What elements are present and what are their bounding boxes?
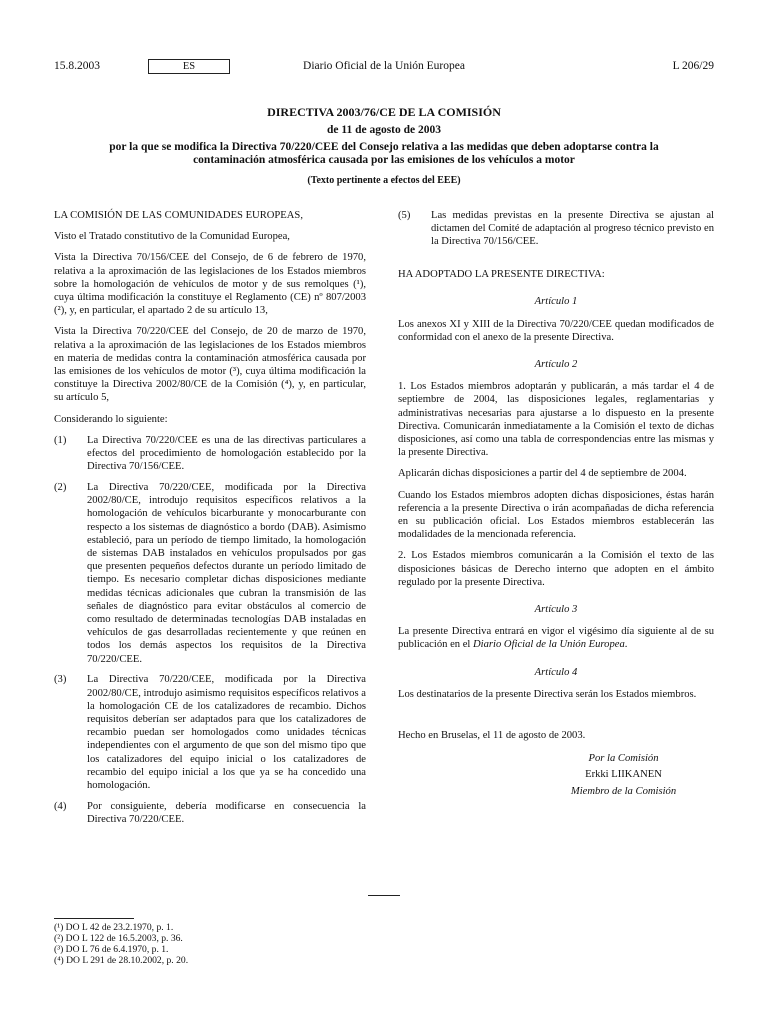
footnotes [54, 922, 188, 966]
article-4-heading: Artículo 4 [534, 666, 578, 678]
left-column [54, 209, 366, 834]
considering-heading: Considerando lo siguiente: [54, 413, 168, 425]
article-2-paragraph-4: 2. Los Estados miembros comunicarán a la Comisión el texto de las disposiciones básicas de Derecho interno que adopten en el ámbito regulado por la presente Directiva. [398, 550, 714, 588]
recital-number: (1) [54, 434, 67, 446]
recital-number: (4) [54, 800, 67, 812]
recital-number: (5) [398, 210, 411, 221]
article-1-heading: Artículo 1 [534, 296, 578, 308]
article-3-heading: Artículo 3 [534, 603, 578, 615]
recital-text: La Directiva 70/220/CEE, modificada por la Directiva 2002/80/CE, introdujo requisitos específicos relativos a la homologación de vehículos bicarburante y monocarburante con respecto a los sistemas de diagnóstico a bordo (DAB). Asimismo estableció, para un período de tiempo limitado, la homologación de sistemas DAB instalados en vehículos propulsados por gas que presenten pequeños defectos durante un período limitado de tiempo. Es necesario completar dichas disposiciones mediante medidas técnicas adicionales que cubran la transmisión de las señales de diagnóstico para evitar obstáculos al comercio de como resultado de determinadas tecnologías DAB instaladas en vehículos de gas desarrolladas recientemente y que reúnen en todos los demás aspectos los requisitos de la Directiva 70/220/CEE. [87, 481, 366, 665]
footnote: (³) DO L 76 de 6.4.1970, p. 1. [54, 944, 169, 955]
language-code-box: ES [148, 59, 230, 74]
directive-title: DIRECTIVA 2003/76/CE DE LA COMISIÓN [267, 105, 501, 119]
article-3-text-start: La presente Directiva entrará en vigor el vigésimo día siguiente al de su publicación en el [398, 626, 714, 651]
recital-visto-directive-70-220: Vista la Directiva 70/220/CEE del Consejo, de 20 de marzo de 1970, relativa a la aproximación de las legislaciones de los Estados miembros en materia de medidas contra la contaminación atmosférica causada por las emisiones de los vehículos de motor (³), cuya última modificación la constituye la Directiva 2002/80/CE de la Comisión (⁴), y, en particular, su artículo 5, [54, 326, 366, 404]
article-1-text: Los anexos XI y XIII de la Directiva 70/220/CEE quedan modificados de conformidad con el anexo de la presente Directiva. [398, 318, 714, 343]
article-2-paragraph-1: 1. Los Estados miembros adoptarán y publicarán, a más tardar el 4 de septiembre de 2004, las disposiciones legales, reglamentarias y administrativas necesarias para ajustarse a lo dispuesto en la presente Directiva. Comunicarán inmediatamente a la Comisión el texto de dichas disposiciones, así como una tabla de correspondencias entre las mismas y la presente Directiva. [398, 381, 714, 459]
article-2-paragraph-3: Cuando los Estados miembros adopten dichas disposiciones, éstas harán referencia a la presente Directiva o irán acompañadas de dicha referencia en su publicación oficial. Los Estados miembros establecerán las modalidades de la mencionada referencia. [398, 489, 714, 541]
recital-item [398, 209, 714, 249]
directive-subject: por la que se modifica la Directiva 70/220/CEE del Consejo relativa a las medidas que deben adoptarse contra la contaminación atmosférica causada por las emisiones de los vehículos a motor [109, 141, 659, 166]
recital-visto-treaty: Visto el Tratado constitutivo de la Comunidad Europea, [54, 231, 290, 243]
recital-visto-directive-70-156: Vista la Directiva 70/156/CEE del Consejo, de 6 de febrero de 1970, relativa a la aproximación de las legislaciones de los Estados miembros sobre la homologación de vehículos de motor y de sus remolques (¹), cuya última modificación la constituye el Reglamento (CE) nº 807/2003 (²), y, en particular, el apartado 2 de su artículo 13, [54, 252, 366, 317]
issuer-intro: LA COMISIÓN DE LAS COMUNIDADES EUROPEAS, [54, 210, 303, 221]
recital-text: La Directiva 70/220/CEE, modificada por la Directiva 2002/80/CE, introdujo asimismo requisitos específicos relativos a la homologación CE de los catalizadores de recambio. Dichos requisitos deberían ser adaptados para que los catalizadores de recambio puedan ser homologados como unidades técnicas independientes con el argumento de que son del mismo tipo que los catalizadores del equipo inicial o los catalizadores de recambio del equipo inicial a los que ya se ha concedido una homologación. [87, 674, 366, 791]
recital-number: (3) [54, 674, 67, 686]
eea-relevance-note: (Texto pertinente a efectos del EEE) [307, 175, 461, 186]
article-3-text-end: . [624, 639, 628, 651]
article-2-heading: Artículo 2 [534, 358, 578, 370]
publication-date: 15.8.2003 [54, 60, 100, 72]
article-4-text: Los destinatarios de la presente Directiva serán los Estados miembros. [398, 688, 697, 700]
journal-name: Diario Oficial de la Unión Europea [303, 60, 465, 72]
place-and-date: Hecho en Bruselas, el 11 de agosto de 2003. [398, 729, 586, 741]
recital-text: Por consiguiente, debería modificarse en consecuencia la Directiva 70/220/CEE. [87, 800, 366, 825]
recital-text: La Directiva 70/220/CEE es una de las directivas particulares a efectos del procedimiento de homologación establecido por la Directiva 70/156/CEE. [87, 434, 366, 473]
page-reference: L 206/29 [672, 60, 714, 72]
page-header [54, 60, 714, 76]
signatory-name: Erkki LIIKANEN [585, 769, 662, 781]
directive-date: de 11 de agosto de 2003 [326, 124, 442, 136]
article-2-paragraph-2: Aplicarán dichas disposiciones a partir del 4 de septiembre de 2004. [398, 468, 687, 480]
recital-text: Las medidas previstas en la presente Directiva se ajustan al dictamen del Comité de adaptación al progreso técnico previsto en la Directiva 70/156/CEE. [431, 210, 714, 248]
footnote: (¹) DO L 42 de 23.2.1970, p. 1. [54, 922, 174, 933]
recital-item [54, 800, 366, 826]
article-3-text [398, 625, 714, 651]
signatory-role: Miembro de la Comisión [570, 785, 677, 797]
official-journal-title: Diario Oficial de la Unión Europea [473, 639, 625, 651]
footnote: (⁴) DO L 291 de 28.10.2002, p. 20. [54, 955, 189, 966]
recital-item [54, 481, 366, 666]
recital-item [54, 673, 366, 792]
footnote-separator [54, 918, 134, 919]
recital-item [54, 434, 366, 474]
signature-for-commission: Por la Comisión [588, 753, 659, 765]
end-of-text-rule [368, 895, 400, 896]
directive-title-block [54, 104, 714, 187]
footnote: (²) DO L 122 de 16.5.2003, p. 36. [54, 933, 183, 944]
recital-number: (2) [54, 481, 67, 493]
right-column [398, 209, 714, 801]
adoption-statement: HA ADOPTADO LA PRESENTE DIRECTIVA: [398, 269, 605, 281]
